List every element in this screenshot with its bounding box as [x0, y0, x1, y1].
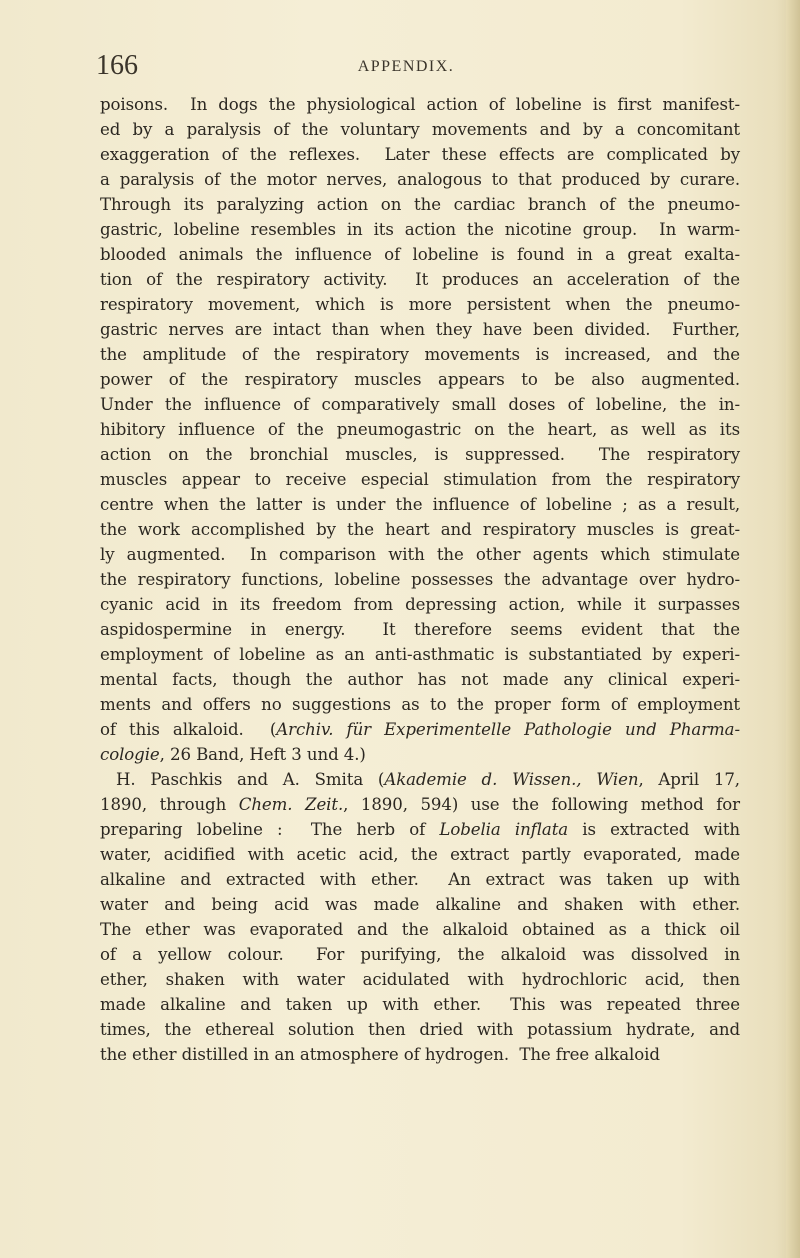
text-line [100, 1017, 740, 1042]
text-run: The ether was evaporated and the alkaloid obtained as a thick oil [100, 920, 740, 939]
text-run: is extracted with [568, 820, 740, 839]
text-run: 1890, through [100, 795, 239, 814]
text-run: aspidospermine in energy. It therefore seems evident that the [100, 620, 740, 639]
text-line [100, 992, 740, 1017]
text-line [100, 242, 740, 267]
text-run: , April 17, [638, 770, 740, 789]
text-line [100, 542, 740, 567]
text-line [100, 842, 740, 867]
text-line [100, 917, 740, 942]
text-run: preparing lobeline : The herb of [100, 820, 440, 839]
italic-citation: cologie [100, 745, 160, 764]
text-line [100, 817, 740, 842]
text-run: tion of the respiratory activity. It produces an acceleration of the [100, 270, 740, 289]
text-run: water, acidified with acetic acid, the extract partly evaporated, made [100, 845, 740, 864]
text-line [100, 342, 740, 367]
text-run: Through its paralyzing action on the cardiac branch of the pneumo- [100, 195, 740, 214]
text-run: , 1890, 594) use the following method for [343, 795, 740, 814]
text-line [100, 442, 740, 467]
text-line [100, 392, 740, 417]
text-run: H. Paschkis and A. Smita ( [116, 770, 385, 789]
text-line [100, 717, 740, 742]
text-line [100, 767, 740, 792]
text-run: centre when the latter is under the influence of lobeline ; as a result, [100, 495, 740, 514]
text-run: , 26 Band, Heft 3 und 4.) [159, 745, 366, 764]
text-run: mental facts, though the author has not made any clinical experi- [100, 670, 740, 689]
text-line [100, 867, 740, 892]
text-line [100, 692, 740, 717]
text-run: gastric nerves are intact than when they have been divided. Further, [100, 320, 740, 339]
text-run: ether, shaken with water acidulated with hydrochloric acid, then [100, 970, 740, 989]
text-line [100, 92, 740, 117]
text-line [100, 267, 740, 292]
text-run: Under the influence of comparatively small doses of lobeline, the in- [100, 395, 740, 414]
text-run: employment of lobeline as an anti-asthmatic is substantiated by experi- [100, 645, 740, 664]
page-number: 166 [96, 50, 138, 81]
text-run: alkaline and extracted with ether. An extract was taken up with [100, 870, 740, 889]
text-line [100, 667, 740, 692]
body-text [100, 92, 740, 1067]
text-run: respiratory movement, which is more persistent when the pneumo- [100, 295, 740, 314]
text-line [100, 317, 740, 342]
book-spine-edge [786, 0, 800, 1258]
text-run: the respiratory functions, lobeline possesses the advantage over hydro- [100, 570, 740, 589]
text-line [100, 592, 740, 617]
text-run: ments and offers no suggestions as to the proper form of employment [100, 695, 740, 714]
text-run: muscles appear to receive especial stimulation from the respiratory [100, 470, 740, 489]
text-run: a paralysis of the motor nerves, analogous to that produced by curare. [100, 170, 740, 189]
text-line [100, 642, 740, 667]
text-line [100, 192, 740, 217]
text-line [100, 1042, 740, 1067]
text-line [100, 217, 740, 242]
text-run: the ether distilled in an atmosphere of hydrogen. The free alkaloid [100, 1045, 660, 1064]
text-line [100, 892, 740, 917]
text-run: water and being acid was made alkaline and shaken with ether. [100, 895, 740, 914]
text-run: the work accomplished by the heart and respiratory muscles is great- [100, 520, 740, 539]
text-line [100, 742, 740, 767]
text-line [100, 617, 740, 642]
text-run: gastric, lobeline resembles in its action the nicotine group. In warm- [100, 220, 740, 239]
text-run: times, the ethereal solution then dried with potassium hydrate, and [100, 1020, 740, 1039]
text-run: action on the bronchial muscles, is suppressed. The respiratory [100, 445, 740, 464]
italic-citation: Lobelia inflata [439, 820, 569, 839]
text-run: poisons. In dogs the physiological action of lobeline is first manifest- [100, 95, 740, 114]
page-header [96, 40, 716, 80]
text-run: of this alkaloid. ( [100, 720, 277, 739]
text-line [100, 517, 740, 542]
text-run: hibitory influence of the pneumogastric on the heart, as well as its [100, 420, 740, 439]
text-run: blooded animals the influence of lobeline is found in a great exalta- [100, 245, 740, 264]
text-line [100, 292, 740, 317]
text-line [100, 367, 740, 392]
text-run: the amplitude of the respiratory movements is increased, and the [100, 345, 740, 364]
text-line [100, 417, 740, 442]
text-line [100, 142, 740, 167]
text-run: made alkaline and taken up with ether. This was repeated three [100, 995, 740, 1014]
text-run: ly augmented. In comparison with the other agents which stimulate [100, 545, 740, 564]
italic-citation: Archiv. für Experimentelle Pathologie und Pharma- [276, 720, 740, 739]
text-run: of a yellow colour. For purifying, the alkaloid was dissolved in [100, 945, 740, 964]
text-run: cyanic acid in its freedom from depressing action, while it surpasses [100, 595, 740, 614]
text-line [100, 117, 740, 142]
running-head: APPENDIX. [357, 58, 455, 75]
text-line [100, 167, 740, 192]
text-run: exaggeration of the reflexes. Later these effects are complicated by [100, 145, 740, 164]
text-run: ed by a paralysis of the voluntary movements and by a concomitant [100, 120, 740, 139]
text-line [100, 967, 740, 992]
italic-citation: Chem. Zeit. [238, 795, 344, 814]
text-line [100, 567, 740, 592]
text-line [100, 792, 740, 817]
text-run: power of the respiratory muscles appears to be also augmented. [100, 370, 740, 389]
text-line [100, 492, 740, 517]
text-line [100, 942, 740, 967]
italic-citation: Akademie d. Wissen., Wien [384, 770, 639, 789]
text-line [100, 467, 740, 492]
